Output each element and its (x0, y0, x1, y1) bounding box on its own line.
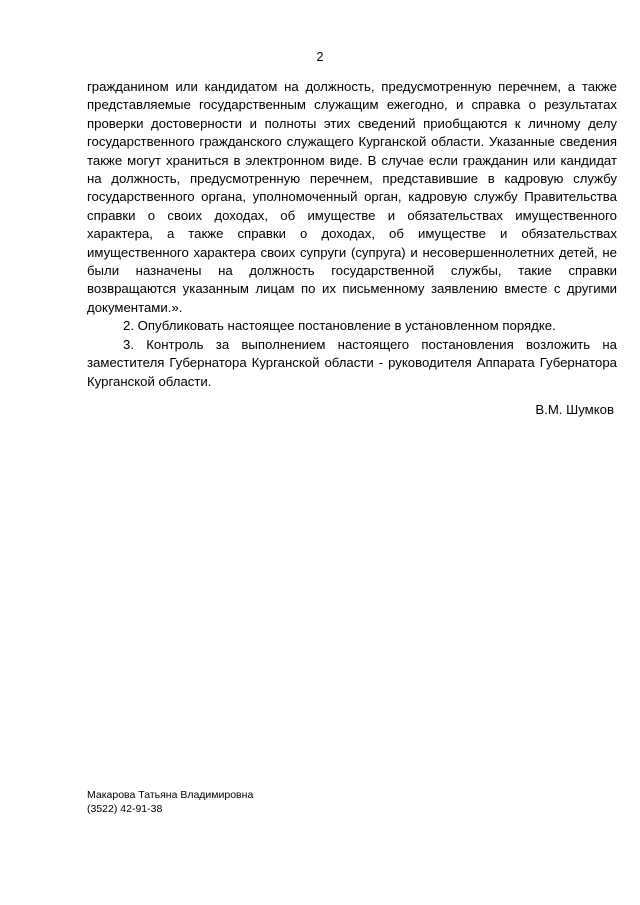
paragraph-item-2: 2. Опубликовать настоящее постановление в установленном порядке. (123, 318, 556, 334)
contact-phone: (3522) 42-91-38 (87, 803, 163, 815)
paragraph-continuation: гражданином или кандидатом на должность, предусмотренную перечнем, а также представляемые государственным служащим ежегодно, и справка о результатах проверки достоверности и полноты этих сведений приобщаются к личному делу государственного гражданского служащего Курганской области. Указанные сведения также могут храниться в электронном виде. В случае если гражданин или кандидат на должность, предусмотренную перечнем, представившие в кадровую службу государственного органа, уполномоченный орган, кадровую службу Правительства справки о своих доходах, об имуществе и обязательствах имущественного характера, а также справки о доходах, об имуществе и обязательствах имущественного характера своих супруги (супруга) и несовершеннолетних детей, не были назначены на должность государственной службы, такие справки возвращаются указанным лицам по их письменному заявлению вместе с другими документами.». (87, 79, 617, 315)
page-number: 2 (316, 50, 324, 64)
contact-block (87, 788, 253, 816)
document-body (87, 78, 617, 391)
paragraph-item-3: 3. Контроль за выполнением настоящего постановления возложить на заместителя Губернатора Курганской области - руководителя Аппарата Губернатора Курганской области. (87, 336, 617, 389)
contact-name: Макарова Татьяна Владимировна (87, 789, 254, 801)
signature-name: В.М. Шумков (535, 402, 614, 417)
